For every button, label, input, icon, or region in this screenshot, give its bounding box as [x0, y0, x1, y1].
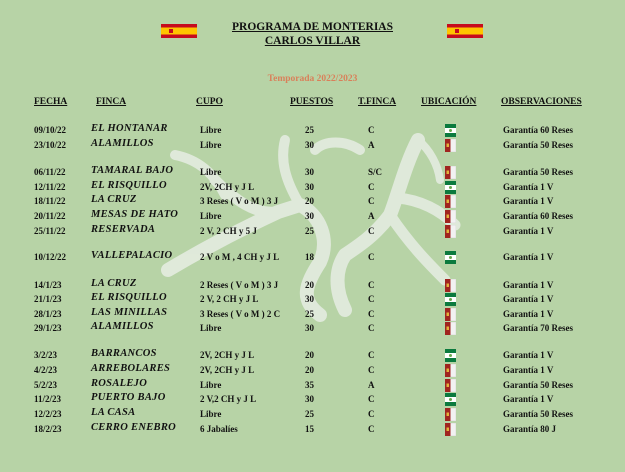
- cell-obs: Garantía 50 Reses: [503, 140, 573, 150]
- cell-tfinca: A: [368, 140, 375, 150]
- cell-puestos: 15: [305, 424, 314, 434]
- cell-finca: ALAMILLOS: [91, 321, 154, 332]
- cell-fecha: 20/11/22: [34, 211, 66, 221]
- cell-obs: Garantía 1 V: [503, 182, 554, 192]
- cell-tfinca: C: [368, 323, 375, 333]
- cell-tfinca: C: [368, 424, 375, 434]
- cell-finca: EL RISQUILLO: [91, 180, 167, 191]
- cell-puestos: 18: [305, 252, 314, 262]
- cell-fecha: 5/2/23: [34, 380, 58, 390]
- cell-puestos: 25: [305, 125, 314, 135]
- cell-cupo: 2 Reses ( V o M ) 3 J: [200, 280, 279, 290]
- cell-puestos: 30: [305, 323, 314, 333]
- cell-cupo: 2V, 2CH y J L: [200, 182, 255, 192]
- cell-obs: Garantía 50 Reses: [503, 409, 573, 419]
- cell-obs: Garantía 1 V: [503, 350, 554, 360]
- cell-obs: Garantía 1 V: [503, 280, 554, 290]
- cell-fecha: 29/1/23: [34, 323, 62, 333]
- castilla-la-mancha-flag-icon: [445, 195, 456, 208]
- cell-fecha: 28/1/23: [34, 309, 62, 319]
- castilla-la-mancha-flag-icon: [445, 322, 456, 335]
- cell-tfinca: A: [368, 380, 375, 390]
- cell-cupo: Libre: [200, 380, 222, 390]
- cell-obs: Garantía 1 V: [503, 196, 554, 206]
- cell-fecha: 11/2/23: [34, 394, 62, 404]
- cell-puestos: 20: [305, 365, 314, 375]
- cell-fecha: 09/10/22: [34, 125, 67, 135]
- cell-puestos: 30: [305, 394, 314, 404]
- cell-tfinca: C: [368, 309, 375, 319]
- cell-obs: Garantía 1 V: [503, 226, 554, 236]
- cell-fecha: 23/10/22: [34, 140, 67, 150]
- cell-fecha: 4/2/23: [34, 365, 58, 375]
- cell-tfinca: C: [368, 409, 375, 419]
- castilla-la-mancha-flag-icon: [445, 408, 456, 421]
- season-label: Temporada 2022/2023: [267, 74, 358, 84]
- andalucia-flag-icon: [445, 349, 456, 362]
- cell-puestos: 20: [305, 196, 314, 206]
- cell-finca: EL HONTANAR: [91, 123, 168, 134]
- cell-puestos: 25: [305, 309, 314, 319]
- cell-tfinca: C: [368, 196, 375, 206]
- cell-tfinca: S/C: [368, 167, 383, 177]
- andalucia-flag-icon: [445, 124, 456, 137]
- cell-finca: ALAMILLOS: [91, 138, 154, 149]
- andalucia-flag-icon: [445, 251, 456, 264]
- andalucia-flag-icon: [445, 181, 456, 194]
- cell-finca: RESERVADA: [91, 224, 156, 235]
- cell-finca: LAS MINILLAS: [91, 307, 168, 318]
- cell-cupo: 2 V, 2 CH y 5 J: [200, 226, 257, 236]
- andalucia-flag-icon: [445, 293, 456, 306]
- cell-cupo: Libre: [200, 167, 222, 177]
- page-title: PROGRAMA DE MONTERIAS: [231, 21, 393, 33]
- col-header-fecha: FECHA: [34, 97, 68, 107]
- cell-cupo: 3 Reses ( V o M ) 3 J: [200, 196, 279, 206]
- cell-fecha: 18/2/23: [34, 424, 62, 434]
- cell-obs: Garantía 80 J: [503, 424, 556, 434]
- cell-cupo: 3 Reses ( V o M ) 2 C: [200, 309, 281, 319]
- cell-puestos: 25: [305, 409, 314, 419]
- col-header-tfinca: T.FINCA: [358, 97, 397, 107]
- cell-cupo: 2 V o M , 4 CH y J L: [200, 252, 280, 262]
- cell-puestos: 30: [305, 211, 314, 221]
- cell-tfinca: C: [368, 182, 375, 192]
- cell-obs: Garantía 50 Reses: [503, 380, 573, 390]
- cell-puestos: 30: [305, 140, 314, 150]
- cell-finca: EL RISQUILLO: [91, 292, 167, 303]
- cell-obs: Garantía 70 Reses: [503, 323, 573, 333]
- page-subtitle: CARLOS VILLAR: [264, 35, 361, 47]
- cell-cupo: 2V, 2CH y J L: [200, 365, 255, 375]
- cell-finca: BARRANCOS: [91, 348, 157, 359]
- cell-finca: ARREBOLARES: [91, 363, 171, 374]
- cell-puestos: 35: [305, 380, 314, 390]
- col-header-ubicacion: UBICACIÓN: [421, 97, 477, 107]
- castilla-la-mancha-flag-icon: [445, 139, 456, 152]
- cell-finca: LA CRUZ: [91, 194, 137, 205]
- castilla-la-mancha-flag-icon: [445, 423, 456, 436]
- cell-tfinca: C: [368, 252, 375, 262]
- cell-cupo: Libre: [200, 323, 222, 333]
- cell-finca: LA CASA: [91, 407, 136, 418]
- cell-tfinca: C: [368, 280, 375, 290]
- cell-cupo: Libre: [200, 409, 222, 419]
- cell-puestos: 30: [305, 182, 314, 192]
- cell-fecha: 18/11/22: [34, 196, 66, 206]
- cell-puestos: 25: [305, 226, 314, 236]
- cell-fecha: 06/11/22: [34, 167, 66, 177]
- col-header-puestos: PUESTOS: [290, 97, 334, 107]
- cell-fecha: 25/11/22: [34, 226, 66, 236]
- cell-tfinca: C: [368, 365, 375, 375]
- cell-fecha: 3/2/23: [34, 350, 58, 360]
- cell-cupo: Libre: [200, 140, 222, 150]
- cell-obs: Garantía 1 V: [503, 394, 554, 404]
- cell-obs: Garantía 1 V: [503, 252, 554, 262]
- cell-fecha: 21/1/23: [34, 294, 62, 304]
- col-header-observaciones: OBSERVACIONES: [501, 97, 582, 107]
- cell-cupo: 2 V,2 CH y J L: [200, 394, 257, 404]
- cell-tfinca: C: [368, 394, 375, 404]
- castilla-la-mancha-flag-icon: [445, 225, 456, 238]
- cell-tfinca: C: [368, 125, 375, 135]
- cell-finca: CERRO ENEBRO: [91, 422, 177, 433]
- cell-puestos: 30: [305, 167, 314, 177]
- cell-fecha: 12/2/23: [34, 409, 62, 419]
- col-header-finca: FINCA: [96, 97, 127, 107]
- cell-finca: TAMARAL BAJO: [91, 165, 174, 176]
- castilla-la-mancha-flag-icon: [445, 379, 456, 392]
- cell-fecha: 10/12/22: [34, 252, 67, 262]
- cell-obs: Garantía 60 Reses: [503, 211, 573, 221]
- cell-cupo: 2 V, 2 CH y J L: [200, 294, 259, 304]
- cell-cupo: 6 Jabalíes: [200, 424, 238, 434]
- cell-tfinca: C: [368, 226, 375, 236]
- cell-fecha: 14/1/23: [34, 280, 62, 290]
- cell-cupo: Libre: [200, 211, 222, 221]
- cell-puestos: 20: [305, 280, 314, 290]
- cell-obs: Garantía 1 V: [503, 294, 554, 304]
- cell-obs: Garantía 1 V: [503, 365, 554, 375]
- cell-finca: MESAS DE HATO: [91, 209, 179, 220]
- cell-tfinca: C: [368, 350, 375, 360]
- cell-obs: Garantía 1 V: [503, 309, 554, 319]
- col-header-cupo: CUPO: [196, 97, 223, 107]
- castilla-la-mancha-flag-icon: [445, 210, 456, 223]
- castilla-la-mancha-flag-icon: [445, 166, 456, 179]
- cell-puestos: 30: [305, 294, 314, 304]
- cell-cupo: 2V, 2CH y J L: [200, 350, 255, 360]
- andalucia-flag-icon: [445, 393, 456, 406]
- castilla-la-mancha-flag-icon: [445, 308, 456, 321]
- cell-tfinca: A: [368, 211, 375, 221]
- cell-puestos: 20: [305, 350, 314, 360]
- cell-cupo: Libre: [200, 125, 222, 135]
- castilla-la-mancha-flag-icon: [445, 279, 456, 292]
- cell-finca: PUERTO BAJO: [91, 392, 166, 403]
- cell-finca: LA CRUZ: [91, 278, 137, 289]
- cell-obs: Garantía 60 Reses: [503, 125, 573, 135]
- cell-obs: Garantía 50 Reses: [503, 167, 573, 177]
- cell-finca: VALLEPALACIO: [91, 250, 173, 261]
- castilla-la-mancha-flag-icon: [445, 364, 456, 377]
- cell-fecha: 12/11/22: [34, 182, 66, 192]
- cell-tfinca: C: [368, 294, 375, 304]
- cell-finca: ROSALEJO: [91, 378, 148, 389]
